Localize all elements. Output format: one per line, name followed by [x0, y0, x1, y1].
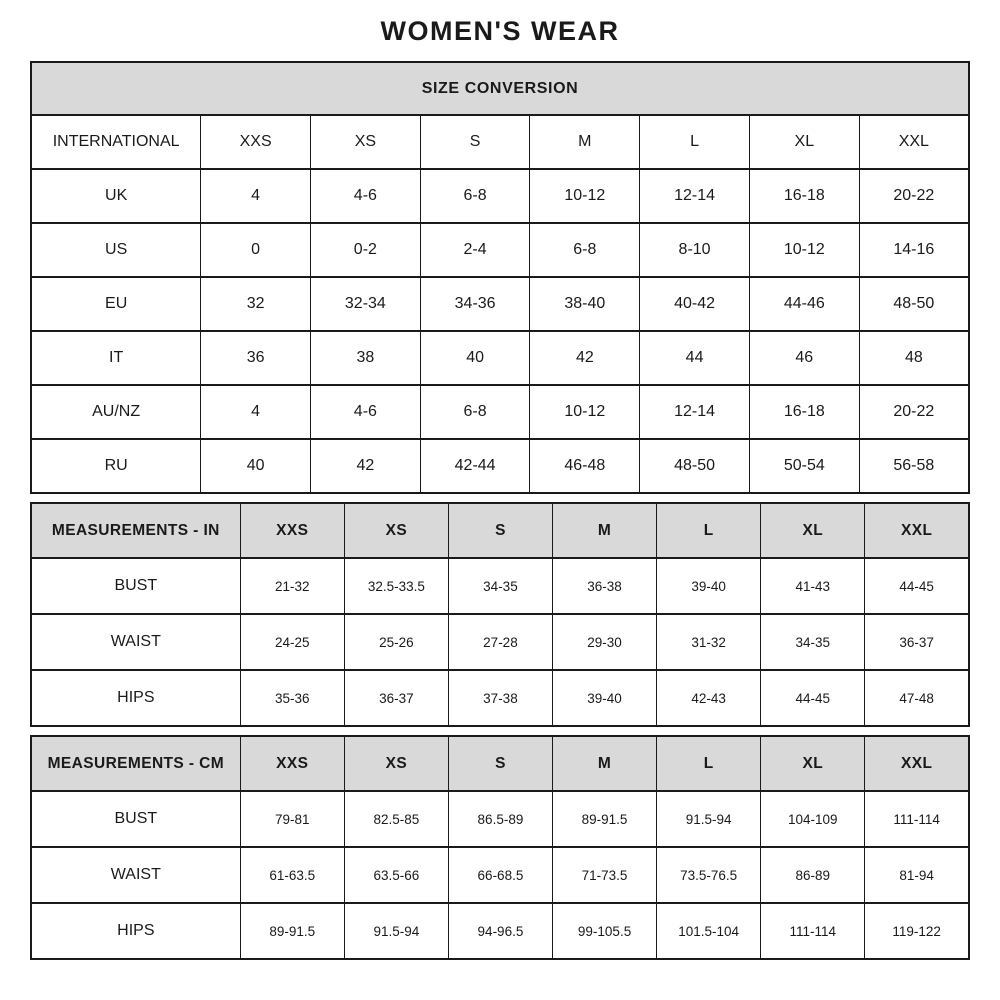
- value-cell: 86.5-89: [448, 791, 552, 847]
- value-cell: 50-54: [749, 439, 859, 493]
- value-cell: 44-46: [749, 277, 859, 331]
- value-cell: 4-6: [311, 385, 421, 439]
- value-cell: 20-22: [859, 385, 969, 439]
- value-cell: 44: [640, 331, 750, 385]
- value-cell: 32.5-33.5: [344, 558, 448, 614]
- table-row: [31, 558, 969, 614]
- table-title: SIZE CONVERSION: [31, 62, 969, 115]
- row-label: BUST: [31, 558, 240, 614]
- value-cell: 10-12: [749, 223, 859, 277]
- size-column-header: M: [553, 736, 657, 791]
- size-column-header: XXS: [201, 115, 311, 169]
- value-cell: 4-6: [311, 169, 421, 223]
- table-row: [31, 223, 969, 277]
- value-cell: 6-8: [420, 385, 530, 439]
- size-column-header: XXS: [240, 736, 344, 791]
- value-cell: 36-38: [553, 558, 657, 614]
- value-cell: 48-50: [859, 277, 969, 331]
- value-cell: 34-35: [448, 558, 552, 614]
- value-cell: 63.5-66: [344, 847, 448, 903]
- table-row: [31, 847, 969, 903]
- size-column-header: M: [553, 503, 657, 558]
- table-row: [31, 903, 969, 959]
- value-cell: 42: [311, 439, 421, 493]
- value-cell: 4: [201, 169, 311, 223]
- value-cell: 119-122: [865, 903, 969, 959]
- value-cell: 73.5-76.5: [657, 847, 761, 903]
- size-column-header: L: [657, 503, 761, 558]
- row-header-label: INTERNATIONAL: [31, 115, 201, 169]
- value-cell: 66-68.5: [448, 847, 552, 903]
- value-cell: 38: [311, 331, 421, 385]
- table-row: [31, 277, 969, 331]
- size-conversion-table: [30, 61, 970, 494]
- row-label: EU: [31, 277, 201, 331]
- row-label: HIPS: [31, 670, 240, 726]
- value-cell: 56-58: [859, 439, 969, 493]
- row-label: UK: [31, 169, 201, 223]
- value-cell: 16-18: [749, 169, 859, 223]
- value-cell: 29-30: [553, 614, 657, 670]
- size-column-header: XXL: [865, 503, 969, 558]
- value-cell: 6-8: [420, 169, 530, 223]
- table-row: [31, 439, 969, 493]
- size-column-header: XS: [344, 503, 448, 558]
- value-cell: 34-35: [761, 614, 865, 670]
- value-cell: 10-12: [530, 385, 640, 439]
- measurements-cm-table: [30, 735, 970, 960]
- size-column-header: XS: [311, 115, 421, 169]
- value-cell: 36-37: [344, 670, 448, 726]
- value-cell: 42: [530, 331, 640, 385]
- row-label: AU/NZ: [31, 385, 201, 439]
- row-label: WAIST: [31, 614, 240, 670]
- value-cell: 34-36: [420, 277, 530, 331]
- value-cell: 37-38: [448, 670, 552, 726]
- value-cell: 81-94: [865, 847, 969, 903]
- table-row: [31, 614, 969, 670]
- value-cell: 38-40: [530, 277, 640, 331]
- value-cell: 20-22: [859, 169, 969, 223]
- value-cell: 25-26: [344, 614, 448, 670]
- value-cell: 94-96.5: [448, 903, 552, 959]
- value-cell: 48-50: [640, 439, 750, 493]
- value-cell: 99-105.5: [553, 903, 657, 959]
- size-column-header: XXS: [240, 503, 344, 558]
- value-cell: 0-2: [311, 223, 421, 277]
- value-cell: 91.5-94: [657, 791, 761, 847]
- column-header-row: [31, 503, 969, 558]
- size-column-header: XXL: [859, 115, 969, 169]
- value-cell: 10-12: [530, 169, 640, 223]
- value-cell: 40: [420, 331, 530, 385]
- value-cell: 39-40: [657, 558, 761, 614]
- table-row: [31, 670, 969, 726]
- value-cell: 101.5-104: [657, 903, 761, 959]
- size-column-header: XXL: [865, 736, 969, 791]
- value-cell: 32-34: [311, 277, 421, 331]
- value-cell: 82.5-85: [344, 791, 448, 847]
- table-row: [31, 169, 969, 223]
- value-cell: 48: [859, 331, 969, 385]
- value-cell: 35-36: [240, 670, 344, 726]
- table-row: [31, 385, 969, 439]
- row-header-label: MEASUREMENTS - CM: [31, 736, 240, 791]
- value-cell: 89-91.5: [553, 791, 657, 847]
- row-label: HIPS: [31, 903, 240, 959]
- row-label: IT: [31, 331, 201, 385]
- value-cell: 71-73.5: [553, 847, 657, 903]
- value-cell: 91.5-94: [344, 903, 448, 959]
- value-cell: 24-25: [240, 614, 344, 670]
- size-column-header: XL: [761, 736, 865, 791]
- size-column-header: S: [448, 503, 552, 558]
- table-row: [31, 331, 969, 385]
- value-cell: 46-48: [530, 439, 640, 493]
- value-cell: 111-114: [761, 903, 865, 959]
- row-label: BUST: [31, 791, 240, 847]
- value-cell: 14-16: [859, 223, 969, 277]
- table-title-row: [31, 62, 969, 115]
- value-cell: 39-40: [553, 670, 657, 726]
- value-cell: 42-43: [657, 670, 761, 726]
- value-cell: 40-42: [640, 277, 750, 331]
- row-label: US: [31, 223, 201, 277]
- value-cell: 111-114: [865, 791, 969, 847]
- value-cell: 104-109: [761, 791, 865, 847]
- row-label: RU: [31, 439, 201, 493]
- size-column-header: L: [657, 736, 761, 791]
- value-cell: 44-45: [865, 558, 969, 614]
- value-cell: 32: [201, 277, 311, 331]
- value-cell: 79-81: [240, 791, 344, 847]
- column-header-row: [31, 736, 969, 791]
- value-cell: 36-37: [865, 614, 969, 670]
- value-cell: 46: [749, 331, 859, 385]
- size-column-header: XS: [344, 736, 448, 791]
- value-cell: 31-32: [657, 614, 761, 670]
- size-column-header: XL: [749, 115, 859, 169]
- size-column-header: S: [420, 115, 530, 169]
- measurements-in-table: [30, 502, 970, 727]
- row-header-label: MEASUREMENTS - IN: [31, 503, 240, 558]
- page-title: WOMEN'S WEAR: [380, 16, 620, 46]
- size-column-header: L: [640, 115, 750, 169]
- value-cell: 44-45: [761, 670, 865, 726]
- value-cell: 2-4: [420, 223, 530, 277]
- table-row: [31, 791, 969, 847]
- value-cell: 8-10: [640, 223, 750, 277]
- value-cell: 41-43: [761, 558, 865, 614]
- value-cell: 12-14: [640, 169, 750, 223]
- value-cell: 47-48: [865, 670, 969, 726]
- value-cell: 42-44: [420, 439, 530, 493]
- value-cell: 21-32: [240, 558, 344, 614]
- value-cell: 0: [201, 223, 311, 277]
- value-cell: 6-8: [530, 223, 640, 277]
- value-cell: 4: [201, 385, 311, 439]
- value-cell: 16-18: [749, 385, 859, 439]
- value-cell: 86-89: [761, 847, 865, 903]
- size-column-header: M: [530, 115, 640, 169]
- value-cell: 12-14: [640, 385, 750, 439]
- row-label: WAIST: [31, 847, 240, 903]
- size-column-header: XL: [761, 503, 865, 558]
- value-cell: 89-91.5: [240, 903, 344, 959]
- column-header-row: [31, 115, 969, 169]
- size-column-header: S: [448, 736, 552, 791]
- value-cell: 36: [201, 331, 311, 385]
- value-cell: 61-63.5: [240, 847, 344, 903]
- value-cell: 40: [201, 439, 311, 493]
- value-cell: 27-28: [448, 614, 552, 670]
